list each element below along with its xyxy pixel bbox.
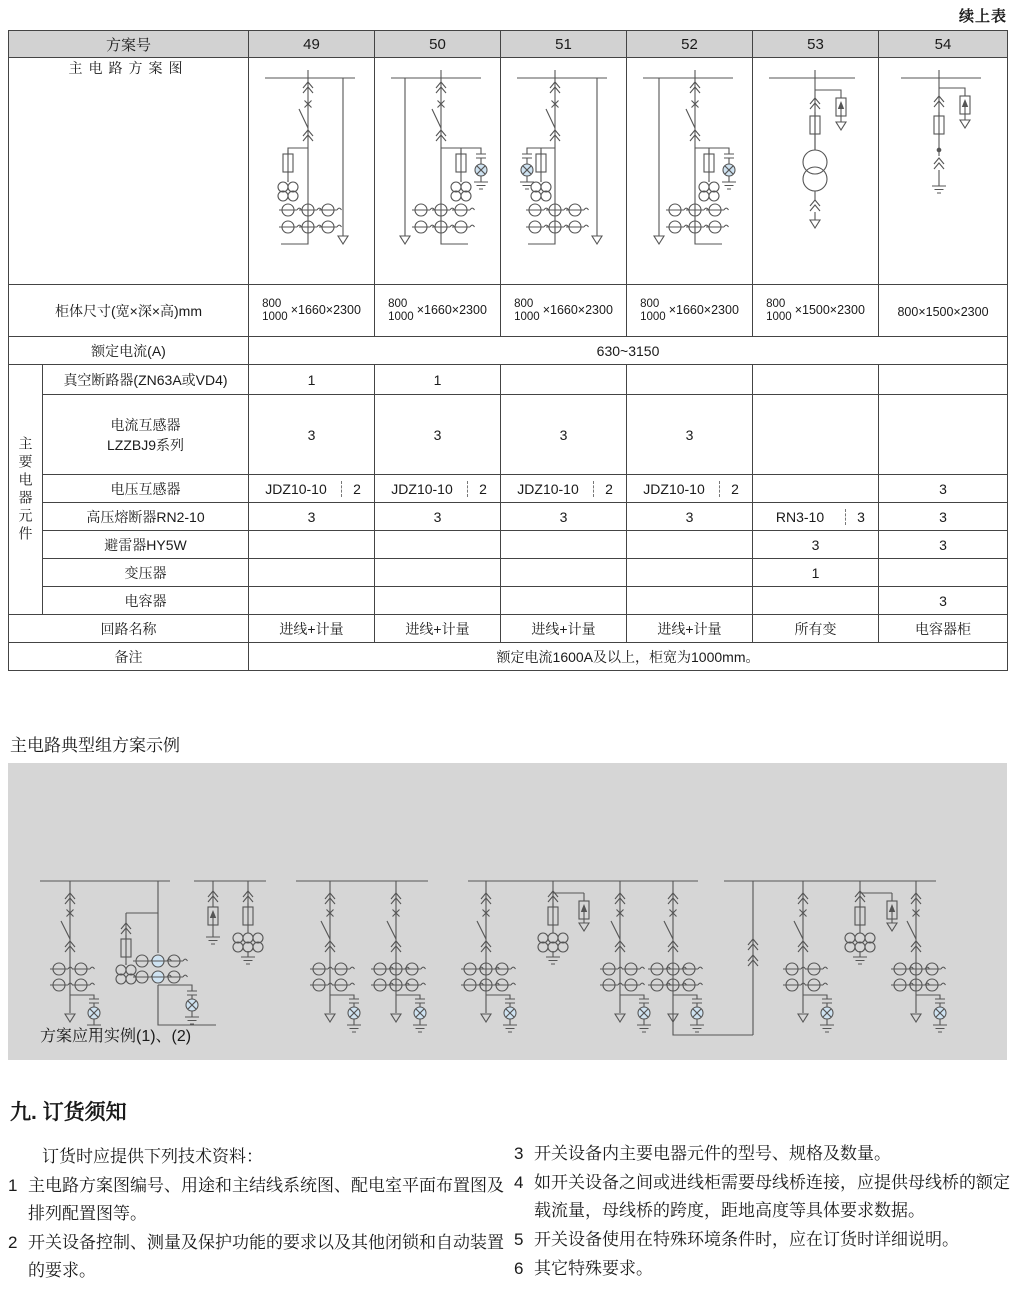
capacitor-row (9, 587, 1008, 615)
scheme-53-svg (755, 58, 879, 280)
dim-cell-51: 800 1000 ×1660×2300 (501, 285, 627, 337)
transformer-label: 变压器 (43, 559, 249, 587)
arrester-label: 避雷器HY5W (43, 531, 249, 559)
ordering-item-5: 5 开关设备使用在特殊环境条件时，应在订货时详细说明。 (514, 1230, 959, 1249)
rated-current-row (9, 337, 1008, 365)
fuse-54: 3 (879, 503, 1008, 531)
current-transformer-row (9, 395, 1008, 475)
transformer-row (9, 559, 1008, 587)
vcb-row (9, 365, 1008, 395)
components-group-label: 主要电器元件 (9, 365, 43, 615)
scheme-53-header: 53 (753, 31, 879, 58)
pt-49: JDZ10-10 2 (249, 475, 375, 503)
examples-caption: 方案应用实例(1)、(2) (40, 1028, 192, 1045)
circuit-51: 进线+计量 (501, 615, 627, 643)
scheme-49-header: 49 (249, 31, 375, 58)
cap-49 (249, 587, 375, 615)
arr-52 (627, 531, 753, 559)
dim-cell-54: 800×1500×2300 (879, 285, 1008, 337)
pt-51: JDZ10-10 2 (501, 475, 627, 503)
scheme-no-header: 方案号 (9, 31, 249, 58)
dim-cell-49: 800 1000 ×1660×2300 (249, 285, 375, 337)
voltage-transformer-row (9, 475, 1008, 503)
capacitor-label: 电容器 (43, 587, 249, 615)
tx-52 (627, 559, 753, 587)
hv-fuse-label: 高压熔断器RN2-10 (43, 503, 249, 531)
ordering-item-2: 2 开关设备控制、测量及保护功能的要求以及其他闭锁和自动装置的要求。 (8, 1233, 504, 1280)
ordering-list-right (514, 1140, 1015, 1284)
examples-panel (8, 763, 1007, 1060)
cap-50 (375, 587, 501, 615)
ordering-intro: 订货时应提供下列技术资料： (42, 1147, 263, 1166)
diagram-row (9, 58, 1008, 285)
circuit-53: 所有变 (753, 615, 879, 643)
arr-54: 3 (879, 531, 1008, 559)
circuit-50: 进线+计量 (375, 615, 501, 643)
ct-50: 3 (375, 395, 501, 475)
dimensions-row (9, 285, 1008, 337)
pt-50: JDZ10-10 2 (375, 475, 501, 503)
scheme-52-diagram (627, 58, 753, 285)
scheme-53-diagram (753, 58, 879, 285)
dim-cell-53: 800 1000 ×1500×2300 (753, 285, 879, 337)
vcb-53 (753, 365, 879, 395)
scheme-51-diagram (501, 58, 627, 285)
vcb-51 (501, 365, 627, 395)
arrester-row (9, 531, 1008, 559)
remark-value: 额定电流1600A及以上，柜宽为1000mm。 (249, 643, 1008, 671)
fuse-50: 3 (375, 503, 501, 531)
scheme-49-diagram (249, 58, 375, 285)
tx-51 (501, 559, 627, 587)
scheme-table (8, 30, 1008, 671)
examples-section-title: 主电路典型组方案示例 (10, 736, 180, 755)
rated-current-value: 630~3150 (249, 337, 1008, 365)
tx-53: 1 (753, 559, 879, 587)
vcb-label: 真空断路器(ZN63A或VD4) (43, 365, 249, 395)
ct-53 (753, 395, 879, 475)
circuit-52: 进线+计量 (627, 615, 753, 643)
arr-50 (375, 531, 501, 559)
scheme-52-header: 52 (627, 31, 753, 58)
ordering-list-left (8, 1172, 510, 1286)
vcb-50: 1 (375, 365, 501, 395)
dim-cell-50: 800 1000 ×1660×2300 (375, 285, 501, 337)
scheme-54-header: 54 (879, 31, 1008, 58)
circuit-name-label: 回路名称 (9, 615, 249, 643)
remark-row (9, 643, 1008, 671)
fuse-51: 3 (501, 503, 627, 531)
vcb-54 (879, 365, 1008, 395)
examples-diagram-svg (8, 763, 1007, 1060)
pt-52: JDZ10-10 2 (627, 475, 753, 503)
dim-cell-52: 800 1000 ×1660×2300 (627, 285, 753, 337)
tx-50 (375, 559, 501, 587)
vcb-52 (627, 365, 753, 395)
ordering-item-4: 4 如开关设备之间或进线柜需要母线桥连接，应提供母线桥的额定载流量，母线桥的跨度，距地高度等具体要求数据。 (514, 1173, 1010, 1220)
ct-label: 电流互感器 LZZBJ9系列 (43, 395, 249, 475)
rated-current-label: 额定电流(A) (9, 337, 249, 365)
diagram-row-label: 主电路方案图 (9, 58, 249, 285)
scheme-52-svg (629, 58, 753, 280)
scheme-51-svg (503, 58, 627, 280)
scheme-50-header: 50 (375, 31, 501, 58)
fuse-52: 3 (627, 503, 753, 531)
ct-54 (879, 395, 1008, 475)
fuse-53: RN3-10 3 (753, 503, 879, 531)
scheme-49-svg (251, 58, 375, 280)
pt-label: 电压互感器 (43, 475, 249, 503)
scheme-54-diagram (879, 58, 1008, 285)
fuse-49: 3 (249, 503, 375, 531)
pt-54: 3 (879, 475, 1008, 503)
tx-49 (249, 559, 375, 587)
cap-53 (753, 587, 879, 615)
cap-51 (501, 587, 627, 615)
arr-51 (501, 531, 627, 559)
circuit-54: 电容器柜 (879, 615, 1008, 643)
continued-from-previous-table-label: 续上表 (958, 8, 1007, 25)
table-header-row (9, 31, 1008, 58)
ct-51: 3 (501, 395, 627, 475)
ct-49: 3 (249, 395, 375, 475)
dimensions-label: 柜体尺寸(宽×深×高)mm (9, 285, 249, 337)
cap-52 (627, 587, 753, 615)
ordering-item-3: 3 开关设备内主要电器元件的型号、规格及数量。 (514, 1144, 891, 1163)
scheme-50-diagram (375, 58, 501, 285)
pt-53 (753, 475, 879, 503)
tx-54 (879, 559, 1008, 587)
arr-49 (249, 531, 375, 559)
cap-54: 3 (879, 587, 1008, 615)
ordering-section-title: 九. 订货须知 (10, 1101, 127, 1124)
circuit-name-row (9, 615, 1008, 643)
remark-label: 备注 (9, 643, 249, 671)
circuit-49: 进线+计量 (249, 615, 375, 643)
vcb-49: 1 (249, 365, 375, 395)
ordering-item-1: 1 主电路方案图编号、用途和主结线系统图、配电室平面布置图及排列配置图等。 (8, 1176, 504, 1223)
ordering-item-6: 6 其它特殊要求。 (514, 1259, 653, 1278)
scheme-51-header: 51 (501, 31, 627, 58)
scheme-54-svg (881, 58, 1005, 280)
ct-52: 3 (627, 395, 753, 475)
scheme-50-svg (377, 58, 501, 280)
arr-53: 3 (753, 531, 879, 559)
hv-fuse-row (9, 503, 1008, 531)
